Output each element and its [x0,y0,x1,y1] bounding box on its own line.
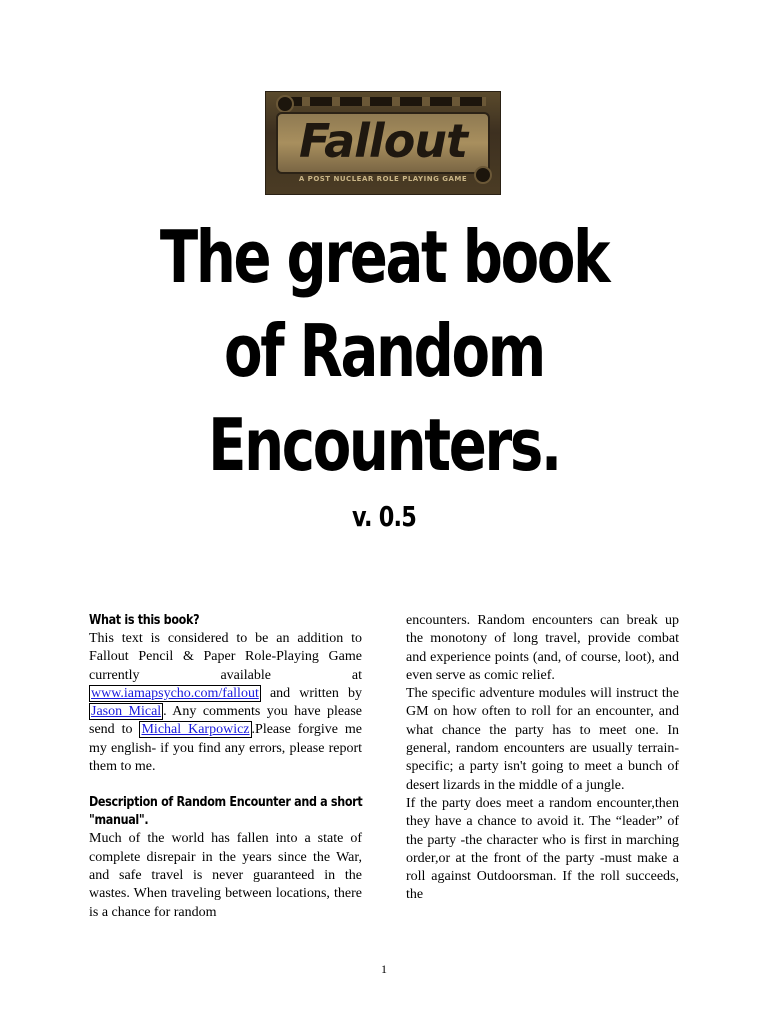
logo-cog-icon [474,166,492,184]
intro-text-a: This text is considered to be an addition to Fallout Pencil & Paper Role-Playing Game currently available at [89,631,362,683]
page-number: 1 [381,962,387,976]
logo-subtitle: A POST NUCLEAR ROLE PLAYING GAME [298,175,468,183]
modules-paragraph: The specific adventure modules will instruct the GM on how often to roll for an encounter, and what chance the party has to meet one. In general, random encounters are usually terrain-specific; a party isn't going to meet a bunch of desert lizards in the middle of a jungle. [406,686,679,793]
contact-link[interactable]: Michal Karpowicz [141,722,250,738]
logo-wordmark: Fallout [298,114,468,168]
logo-top-strip [280,97,486,106]
right-column [406,612,679,905]
intro-text-c: . Any comments you have please send to [89,704,362,738]
avoid-paragraph: If the party does meet a random encounter,then they have a chance to avoid it. The “leader” of the party -the character who is first in marching order,or at the front of the party -must make a roll against Outdoorsman. If the roll succeeds, the [406,795,679,903]
intro-paragraph [89,630,362,776]
section-heading-description: Description of Random Encounter and a short "manual". [89,795,363,829]
left-column [89,612,362,922]
encounters-paragraph: encounters. Random encounters can break up the monotony of long travel, provide combat and experience points (and, of course, loot), and even serve as comic relief. [406,613,679,683]
intro-text-b: and written by [269,685,362,701]
website-link[interactable]: www.iamapsycho.com/fallout [91,685,259,701]
version-label: v. 0.5 [352,500,416,533]
description-paragraph: Much of the world has fallen into a state of complete disrepair in the years since the War, and safe travel is never guaranteed in the wastes. When traveling between locations, there is a chance for random [89,831,362,920]
logo-cog-icon [276,95,294,113]
title-line-2: of Random [224,309,544,393]
intro-text-d: .Please forgive me my english- if you find any errors, please report them to me. [89,722,363,775]
title-line-1: The great book [159,215,609,299]
author-link[interactable]: Jason Mical [91,704,162,720]
fallout-logo [265,91,501,195]
section-heading-what-is: What is this book? [89,613,200,628]
title-line-3: Encounters. [208,403,560,487]
